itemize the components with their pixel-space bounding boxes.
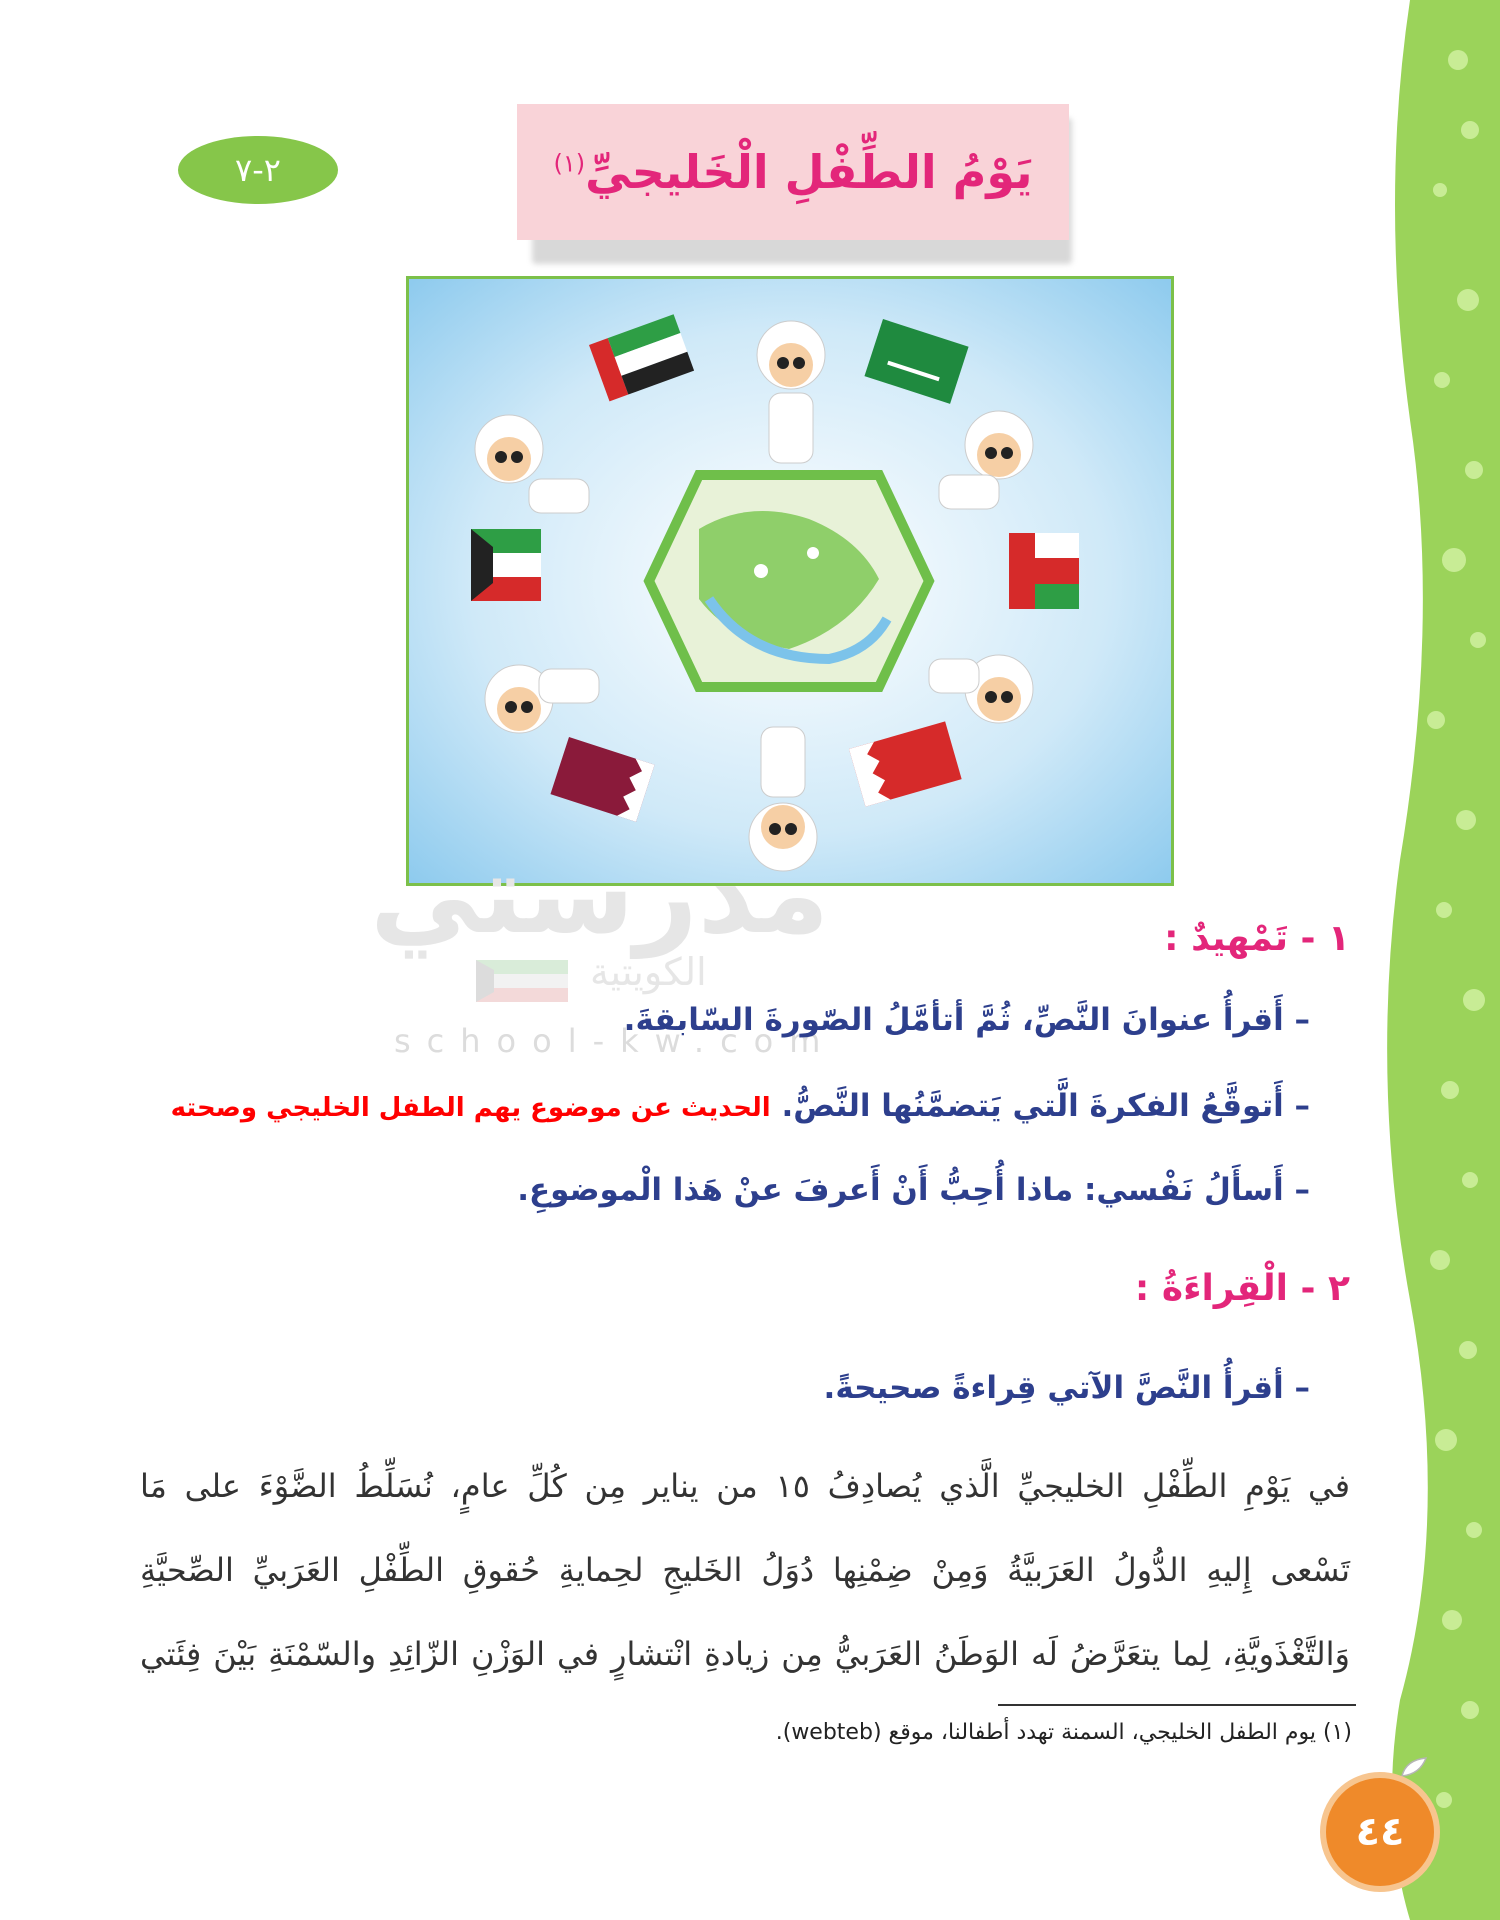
watermark-url: school-kw.com bbox=[394, 1022, 837, 1060]
paragraph-line: تَسْعى إِليهِ الدُّولُ العَرَبيَّةُ وَمِنْ ضِمْنِها دُوَلُ الخَليجِ لحِمايةِ حُقوقِ الطِّفْلِ العَرَبيِّ الصِّحيَّةِ bbox=[140, 1551, 1350, 1589]
page-title-text: يَوْمُ الطِّفْلِ الْخَليجيِّ bbox=[585, 145, 1033, 199]
kuwait-flag-icon bbox=[471, 529, 541, 601]
section-heading-intro: ١ - تَمْهيدٌ : bbox=[1164, 918, 1350, 959]
watermark-name: مدرستي bbox=[370, 830, 830, 958]
side-decorative-band bbox=[1370, 0, 1500, 1920]
gulf-children-flags-illustration bbox=[406, 276, 1174, 886]
watermark-subtitle: الكويتية bbox=[590, 950, 707, 994]
section-heading-reading: ٢ - الْقِراءَةُ : bbox=[1134, 1268, 1350, 1309]
title-footnote-marker: (١) bbox=[553, 149, 586, 178]
page-number: ٤٤ bbox=[1320, 1772, 1440, 1892]
handwritten-answer: الحديث عن موضوع يهم الطفل الخليجي وصحته bbox=[170, 1093, 771, 1123]
page-title bbox=[554, 145, 1033, 199]
intro-bullet-2 bbox=[171, 1088, 1310, 1124]
oman-flag-icon bbox=[1009, 533, 1079, 609]
footnote-divider bbox=[998, 1704, 1356, 1706]
title-box bbox=[517, 104, 1069, 240]
leaf-icon bbox=[1400, 1756, 1428, 1778]
intro-bullet-3: – أَسأَلُ نَفْسي: ماذا أُحِبُّ أَنْ أَعرفَ عنْ هَذا الْموضوعِ. bbox=[517, 1172, 1310, 1208]
footnote: (١) يوم الطفل الخليجي، السمنة تهدد أطفالنا، موقع (webteb). bbox=[775, 1720, 1352, 1745]
intro-bullet-2-text: – أَتوقَّعُ الفكرةَ الَّتي يَتضمَّنُها النَّصُّ. bbox=[781, 1088, 1310, 1124]
intro-bullet-1: – أَقرأُ عنوانَ النَّصِّ، ثُمَّ أتأمَّلُ الصّورةَ السّابقةَ. bbox=[623, 1002, 1310, 1038]
reading-bullet: – أقرأُ النَّصَّ الآتي قِراءةً صحيحةً. bbox=[823, 1370, 1310, 1406]
reading-paragraph bbox=[140, 1444, 1350, 1696]
paragraph-line: في يَوْمِ الطِّفْلِ الخليجيِّ الَّذي يُصادِفُ ١٥ من يناير مِن كُلِّ عامٍ، نُسَلِّطُ الضَّوْءَ على مَا bbox=[140, 1467, 1351, 1505]
paragraph-line: وَالتَّغْذَويَّةِ، لِما يتعَرَّضُ لَه الوَطَنُ العَرَبيُّ مِن زيادةِ انْتشارٍ في الوَزْنِ الزّائِدِ والسّمْنَةِ بَيْنَ فِئَتي bbox=[140, 1635, 1350, 1673]
lesson-number-badge: ٢-٧ bbox=[178, 136, 338, 204]
watermark-kuwait-flag-icon bbox=[476, 960, 568, 1002]
